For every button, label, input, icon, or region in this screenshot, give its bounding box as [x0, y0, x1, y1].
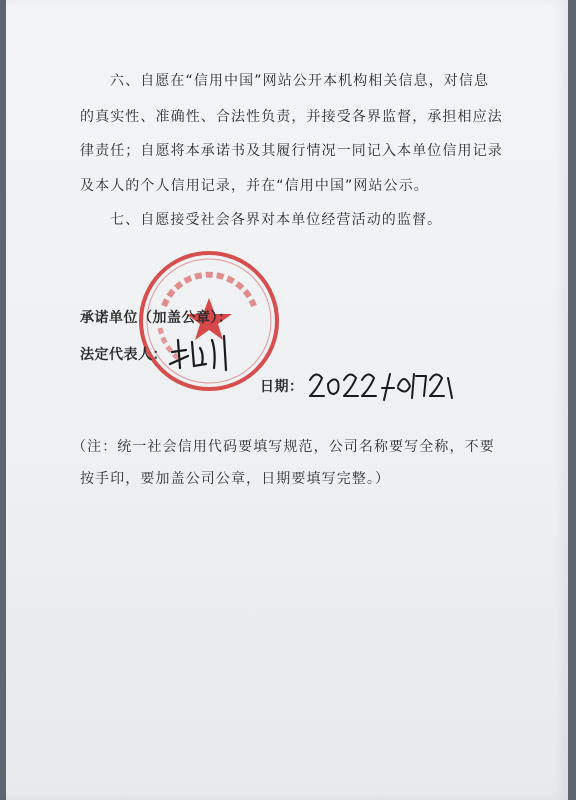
paragraph-6-line-2: 的真实性、准确性、合法性负责，并接受各界监督，承担相应法: [80, 109, 503, 125]
paragraph-6-line-3: 律责任；自愿将本承诺书及其履行情况一同记入本单位信用记录: [80, 143, 503, 159]
note-line-1: （注：统一社会信用代码要填写规范，公司名称要写全称，不要: [72, 439, 495, 455]
legal-representative-signature: [166, 330, 246, 374]
paragraph-6-line-4: 及本人的个人信用记录，并在“信用中国”网站公示。: [80, 178, 429, 194]
document-page: [6, 0, 568, 800]
date-label: 日期：: [260, 379, 304, 395]
paragraph-6-line-1: 六、自愿在“信用中国”网站公开本机构相关信息，对信息: [110, 73, 490, 89]
paragraph-7: 七、自愿接受社会各界对本单位经营活动的监督。: [110, 212, 443, 228]
handwritten-date: [306, 364, 456, 404]
committing-unit-label: 承诺单位（加盖公章）：: [80, 310, 233, 326]
note-line-2: 按手印，要加盖公司公章，日期要填写完整。）: [80, 471, 391, 487]
legal-representative-label: 法定代表人：: [80, 347, 167, 363]
